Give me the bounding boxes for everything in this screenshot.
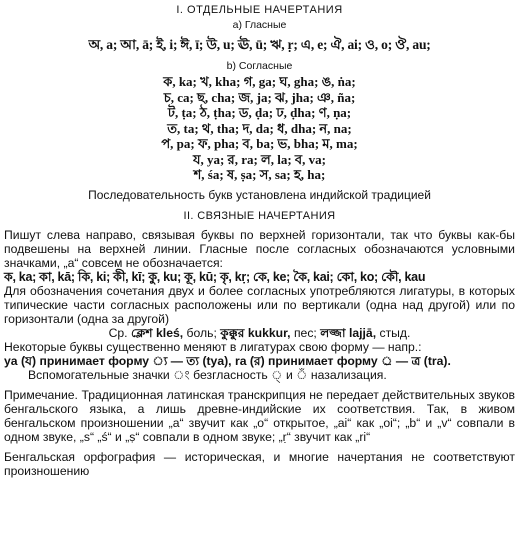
example-bengali: লজ্জা [320, 325, 346, 340]
example-transliteration: lajjā, [348, 325, 377, 340]
ya-ra-forms: ya (য) принимает форму ্য — ত্য (tya), ra (র) принимает форму ্র — ত্র (tra). [4, 353, 451, 368]
consonant-row: ক, ka; খ, kha; গ, ga; ঘ, gha; ঙ, ṅa; [163, 74, 356, 89]
consonant-row: ত, ta; থ, tha; দ, da; ধ, dha; ন, na; [167, 120, 352, 136]
consonants-table [4, 74, 515, 183]
ligature-examples [4, 326, 515, 340]
note-paragraph [4, 388, 515, 444]
example-prefix: Ср. [108, 325, 128, 340]
example-bengali: কুক্কুর [220, 325, 245, 340]
example-translation: пес; [293, 325, 317, 340]
note-label: Примечание. [4, 387, 78, 402]
paragraph-writing-direction: Пишут слева направо, связывая буквы по верхней горизонтали, так что буквы как-бы подвешены на верхней линии. Гласные после согласных обозначаются условными значками, „a“ совсем не обозначается: [4, 227, 515, 270]
form-change-intro: Некоторые буквы существенно меняют в лигатурах свою форму — напр.: [4, 339, 422, 354]
consonant-row: প, pa; ফ, pha; ব, ba; ভ, bha; ম, ma; [161, 136, 358, 151]
paragraph-ligatures: Для обозначения сочетания двух и более согласных употребляются лигатуры, в которых типические части согласных расположены или по вертикали (одна над другой) или по горизонтали (одна за другой) [4, 283, 515, 326]
consonant-row: চ, ca; ছ, cha; জ, ja; ঝ, jha; ঞ, ña; [163, 89, 356, 105]
auxiliary-signs: Вспомогательные значки ং безгласность ্ и ঁ назализация. [28, 367, 387, 382]
consonant-row: য, ya; র, ra; ল, la; ব, va; [192, 151, 326, 167]
example-bengali: ক্লেশ [130, 325, 153, 340]
section-1-heading: I. ОТДЕЛЬНЫЕ НАЧЕРТАНИЯ [176, 4, 343, 16]
vowel-signs-line: ক, ka; কা, kā; কি, ki; কী, kī; কু, ku; কূ, kū; কৃ, kṛ; কে, ke; কৈ, kai; কো, ko; কৌ, kau [4, 269, 426, 284]
example-transliteration: kukkur, [247, 325, 291, 340]
consonants-heading: b) Согласные [226, 60, 293, 72]
orthography-paragraph: Бенгальская орфография — историческая, и многие начертания не соответствуют произношению [4, 449, 515, 478]
consonant-row: ট, ṭa; ঠ, ṭha; ড, ḍa; ঢ, ḍha; ণ, ṇa; [167, 105, 352, 120]
example-translation: стыд. [379, 325, 411, 340]
section-2-heading: II. СВЯЗНЫЕ НАЧЕРТАНИЯ [183, 209, 336, 222]
example-transliteration: kleś, [156, 325, 184, 340]
tradition-note: Последовательность букв установлена индийской традицией [88, 187, 431, 202]
consonant-row: শ, śa; ষ, ṣa; স, sa; হ, ha; [193, 167, 326, 182]
note-text: Традиционная латинская транскрипция не передает действительных звуков бенгальского языка, а лишь древне-индийские их соответствия. Так, в живом бенгальском произношении „a“ звучит как „o“ открытое, „ai“ как „oi“; „b“ и „v“ совпали в одном звуке, „s“ „ś“ и „ṣ“ совпали в одном звуке; „ṛ“ звучит как „ri“ [4, 387, 515, 444]
vowels-heading: а) Гласные [232, 19, 287, 31]
example-translation: боль; [186, 325, 217, 340]
vowels-line: অ, a; আ, ā; ই, i; ঈ, ī; উ, u; ঊ, ū; ঋ, ṛ; এ, e; ঐ, ai; ও, o; ঔ, au; [88, 37, 431, 52]
